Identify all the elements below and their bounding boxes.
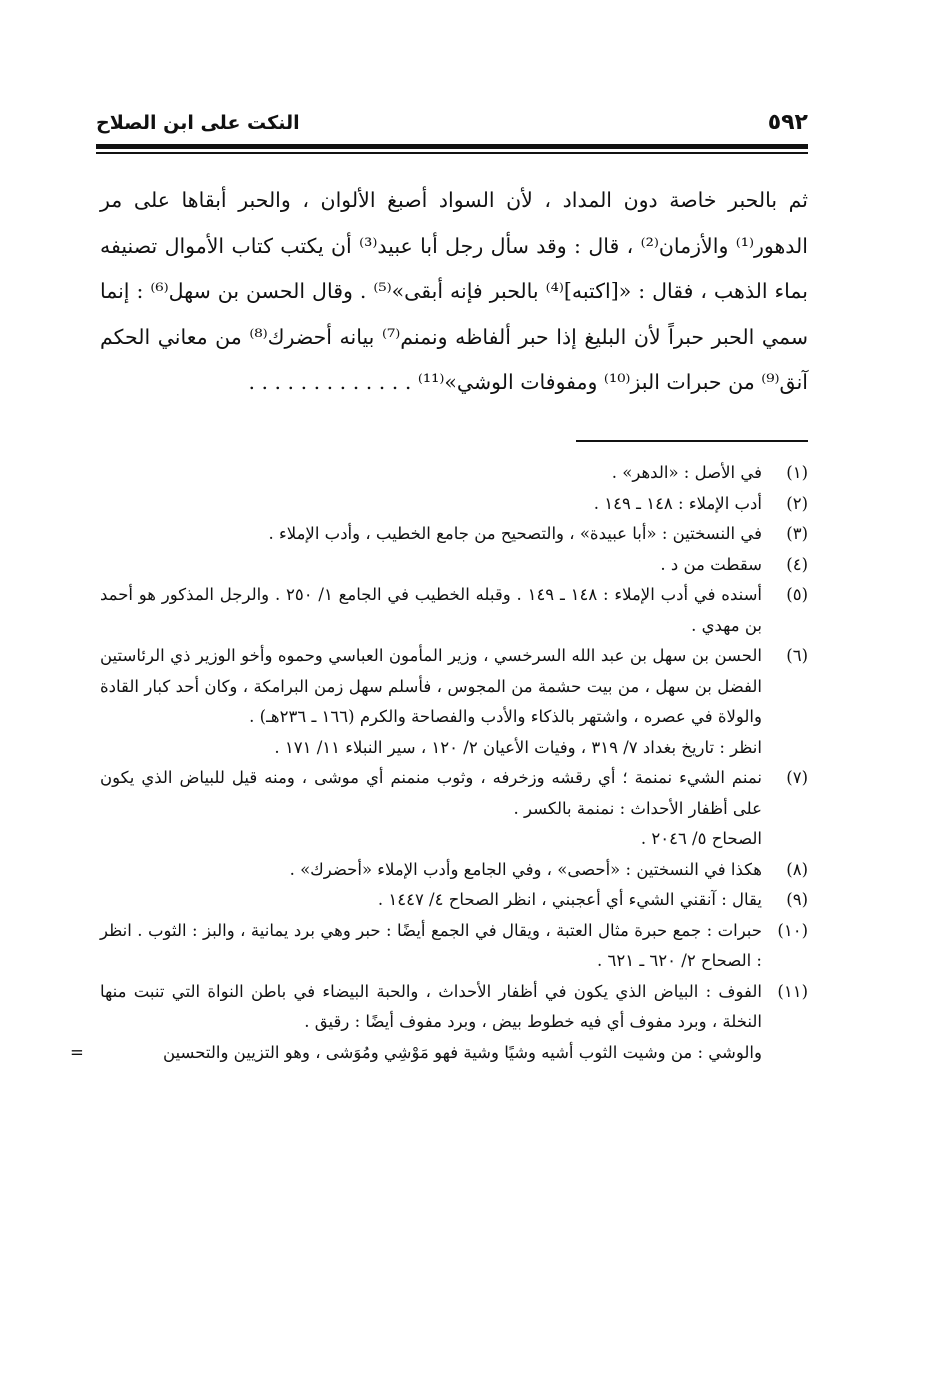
footnote-text: أدب الإملاء : ١٤٨ ـ ١٤٩ . [593, 493, 762, 513]
footnote-item [100, 855, 808, 886]
footnote-item [100, 580, 808, 641]
footnotes [70, 458, 808, 1068]
footnote-number: (٨) [786, 859, 808, 879]
footnote-text: في الأصل : «الدهر» . [611, 463, 762, 482]
footnote-number: (٩) [786, 890, 808, 909]
footnote-text: في النسختين : «أبا عبيدة» ، والتصحيح من جامع الخطيب ، وأدب الإملاء . [268, 524, 762, 543]
running-title: النكت على ابن الصلاح [96, 112, 300, 134]
footnote-text: أسنده في أدب الإملاء : ١٤٨ ـ ١٤٩ . وقبله الخطيب في الجامع ١/ ٢٥٠ . والرجل المذكور هو أحمد بن مهدي . [100, 585, 763, 635]
main-text [100, 178, 808, 406]
footnote-reference [100, 733, 808, 764]
footnote-number: (٤) [786, 554, 808, 574]
footnote-reference-text: الصحاح ٥/ ٢٠٤٦ . [640, 829, 762, 848]
continuation-mark: = [70, 1042, 84, 1062]
footnote-reference-text: انظر : تاريخ بغداد ٧/ ٣١٩ ، وفيات الأعيان ٢/ ١٢٠ ، سير النبلاء ١١/ ١٧١ . [274, 737, 762, 757]
footnote-separator [576, 440, 808, 442]
footnote-item [100, 550, 808, 581]
footnote-number: (١٠) [777, 920, 808, 940]
header-rule-thick [96, 144, 808, 149]
footnote-item [100, 885, 808, 916]
footnote-item [100, 641, 808, 733]
footnote-number: (٢) [786, 493, 808, 513]
footnote-item [100, 519, 808, 550]
footnote-text: هكذا في النسختين : «أحصى» ، وفي الجامع وأدب الإملاء «أحضرك» . [289, 859, 762, 879]
footnote-number: (١١) [777, 981, 808, 1001]
footnote-number: (١) [786, 463, 808, 482]
footnote-number: (٧) [786, 768, 808, 787]
footnote-number: (٥) [786, 585, 808, 604]
footnote-text: نمنم الشيء نمنمة ؛ أي رقشه وزخرفه ، وثوب منمنم أي موشى ، ومنه قيل للبياض الذي يكون على أظفار الأحداث : نمنمة بالكسر . [100, 768, 762, 818]
footnote-text: الحسن بن سهل بن عبد الله السرخسي ، وزير المأمون العباسي وحموه وأخو الوزير ذي الرئاستين الفضل بن سهل ، من بيت حشمة من المجوس ، فأسلم سهل زمن البرامكة ، وكان أحد كبار القادة والولاة في عصره ، واشتهر بالذكاء والأدب والفصاحة والكرم (١٦٦ ـ ٢٣٦هـ) . [100, 646, 762, 726]
page-header [96, 110, 808, 140]
footnote-text: حبرات : جمع حبرة مثال العتبة ، ويقال في الجمع أيضًا : حبر وهي برد يمانية ، والبز : الثوب . انظر : الصحاح ٢/ ٦٢٠ ـ ٦٢١ . [100, 920, 762, 970]
header-rule-thin [96, 152, 808, 154]
footnote-reference [100, 824, 808, 855]
footnote-text: يقال : آنقني الشيء أي أعجبني ، انظر الصحاح ٤/ ١٤٤٧ . [377, 890, 762, 909]
footnote-number: (٦) [786, 646, 808, 665]
footnote-number: (٣) [786, 524, 808, 543]
footnote-item [100, 489, 808, 520]
page-number: ٥٩٢ [767, 110, 808, 135]
footnote-item [100, 977, 808, 1038]
footnote-reference [70, 1038, 808, 1069]
footnote-item [100, 916, 808, 977]
footnote-reference-text: والوشي : من وشيت الثوب أشيه وشيًا وشية فهو مَوْشِي ومُوَشى ، وهو التزيين والتحسين [162, 1042, 762, 1062]
footnote-text: الفوف : البياض الذي يكون في أظفار الأحداث ، والحبة البيضاء في باطن النواة التي تنبت منها النخلة ، وبرد مفوف أي فيه خطوط بيض ، وبرد مفوف أيضًا : رقيق . [100, 981, 762, 1031]
footnote-item [100, 458, 808, 489]
footnote-item [100, 763, 808, 824]
main-paragraph: ثم بالحبر خاصة دون المداد ، لأن السواد أصبغ الألوان ، والحبر أبقاها على مر الدهور⁽¹⁾ والأزمان⁽²⁾ ، قال : وقد سأل رجل أبا عبيد⁽³⁾ أن يكتب كتاب الأموال تصنيفه بماء الذهب ، فقال : «[اكتبه]⁽⁴⁾ بالحبر فإنه أبقى»⁽⁵⁾ . وقال الحسن بن سهل⁽⁶⁾ : إنما سمي الحبر حبراً لأن البليغ إذا حبر ألفاظه ونمنم⁽⁷⁾ بيانه أحضرك⁽⁸⁾ من معاني الحكم آنق⁽⁹⁾ من حبرات البز⁽¹⁰⁾ ومفوفات الوشي»⁽¹¹⁾ . . . . . . . . . . . . . [100, 188, 809, 394]
footnote-text: سقطت من د . [660, 554, 762, 574]
